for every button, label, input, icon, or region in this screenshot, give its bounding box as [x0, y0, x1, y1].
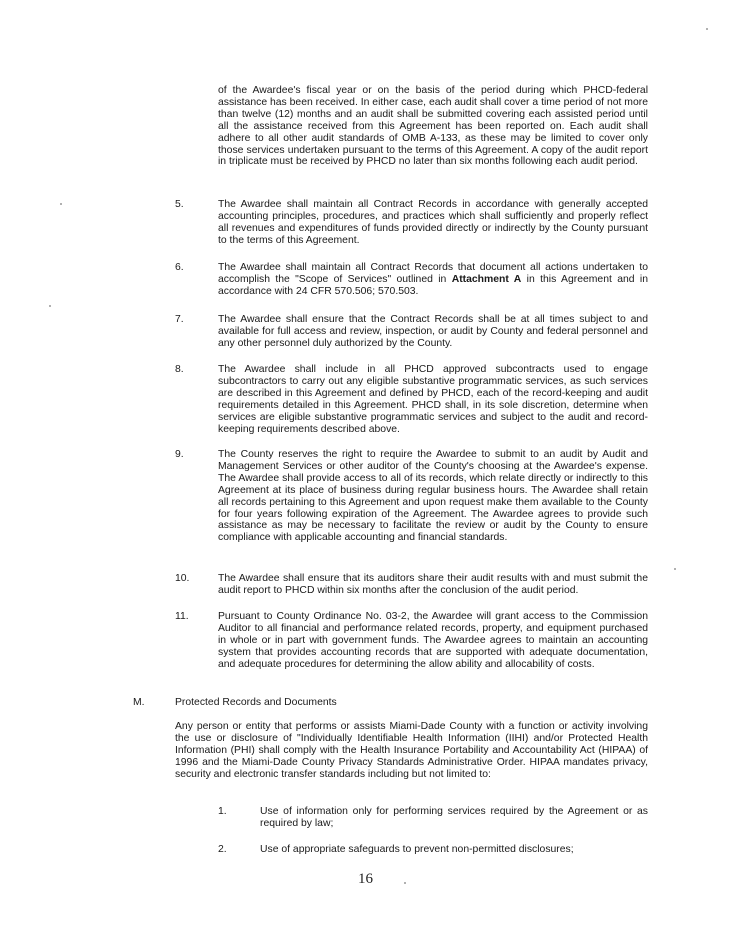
item-text: The County reserves the right to require the Awardee to submit to an audit by Audit and Management Services or other auditor of the County's choosing at the Awardee's expense. The Awardee shall provide access to all of its records, which relate directly or indirectly to this Agreement at its place of business during regular business hours. The Awardee shall retain all records pertaining to this Agreement and upon request make them available to the County for four years following expiration of the Agreement. The Awardee agrees to provide such assistance as may be necessary to facilitate the review or audit by the County to ensure compliance with applicable accounting and financial standards. — [218, 449, 648, 544]
scan-speck — [674, 568, 676, 570]
subitem-text: Use of appropriate safeguards to prevent non-permitted disclosures; — [260, 844, 574, 855]
item-number: 5. — [175, 199, 184, 210]
item-text-after: in this Agreement and in accordance with 24 CFR 570.506; 570.503. — [218, 273, 648, 297]
item-number: 11. — [175, 611, 189, 622]
item-text: The Awardee shall include in all PHCD approved subcontracts used to engage subcontractors to carry out any eligible substantive programmatic services, as such services are described in this Agreement and defined by PHCD, each of the record-keeping and audit requirements detailed in this Agreement. PHCD shall, in its sole discretion, determine when services are eligible substantive programmatic services and subject to the audit and record-keeping requirements described above. — [218, 364, 648, 435]
item-text-before: The Awardee shall maintain all Contract Records that document all actions undertaken to accomplish the "Scope of Services" outlined in — [218, 262, 648, 285]
item-number: 10. — [175, 573, 190, 584]
scan-speck — [49, 305, 51, 307]
section-paragraph: Any person or entity that performs or assists Miami-Dade County with a function or activity involving the use or disclosure of "Individually Identifiable Health Information (IIHI) and/or Protected Health Information (PHI) shall comply with the Health Insurance Portability and Accountability Act (HIPAA) of 1996 and the Miami-Dade County Privacy Standards Administrative Order. HIPAA mandates privacy, security and electronic transfer standards including but not limited to: — [175, 721, 648, 780]
item-text: Pursuant to County Ordinance No. 03-2, the Awardee will grant access to the Commission Auditor to all financial and performance related records, property, and equipment purchased in whole or in part with government funds. The Awardee agrees to maintain an accounting system that provides accounting records that are supported with adequate documentation, and adequate procedures for determining the allow ability and allocability of costs. — [218, 611, 648, 670]
item-number: 7. — [175, 314, 184, 325]
item-number: 6. — [175, 262, 184, 273]
intro-paragraph: of the Awardee's fiscal year or on the basis of the period during which PHCD-federal assistance has been received. In either case, each audit shall cover a time period of not more than twelve (12) months and an audit shall be submitted covering each assisted period until all the assistance received from this Agreement has been reported on. Each audit shall adhere to all other audit standards of OMB A-133, as these may be limited to cover only those services undertaken pursuant to the terms of this Agreement. A copy of the audit report in triplicate must be received by PHCD no later than six months following each audit period. — [218, 85, 648, 168]
item-text: The Awardee shall maintain all Contract Records in accordance with generally accepted accounting principles, procedures, and practices which shall sufficiently and properly reflect all revenues and expenditures of funds provided directly or indirectly by the County pursuant to the terms of this Agreement. — [218, 199, 648, 246]
scan-speck — [60, 203, 62, 205]
scan-speck — [706, 28, 708, 30]
item-number: 8. — [175, 364, 184, 375]
subitem-text: Use of information only for performing services required by the Agreement or as required by law; — [260, 806, 648, 829]
section-letter: M. — [133, 697, 145, 708]
subitem-number: 2. — [218, 844, 227, 855]
subitem-number: 1. — [218, 806, 227, 817]
page-number: 16 — [358, 871, 373, 887]
item-number: 9. — [175, 449, 184, 460]
item-text — [218, 262, 648, 298]
section-heading: Protected Records and Documents — [175, 697, 337, 708]
scan-speck — [404, 882, 406, 884]
item-text: The Awardee shall ensure that its auditors share their audit results with and must submit the audit report to PHCD within six months after the conclusion of the audit period. — [218, 573, 648, 596]
attachment-reference: Attachment A — [451, 273, 522, 285]
item-text: The Awardee shall ensure that the Contract Records shall be at all times subject to and available for full access and review, inspection, or audit by County and federal personnel and any other personnel duly authorized by the County. — [218, 314, 648, 349]
